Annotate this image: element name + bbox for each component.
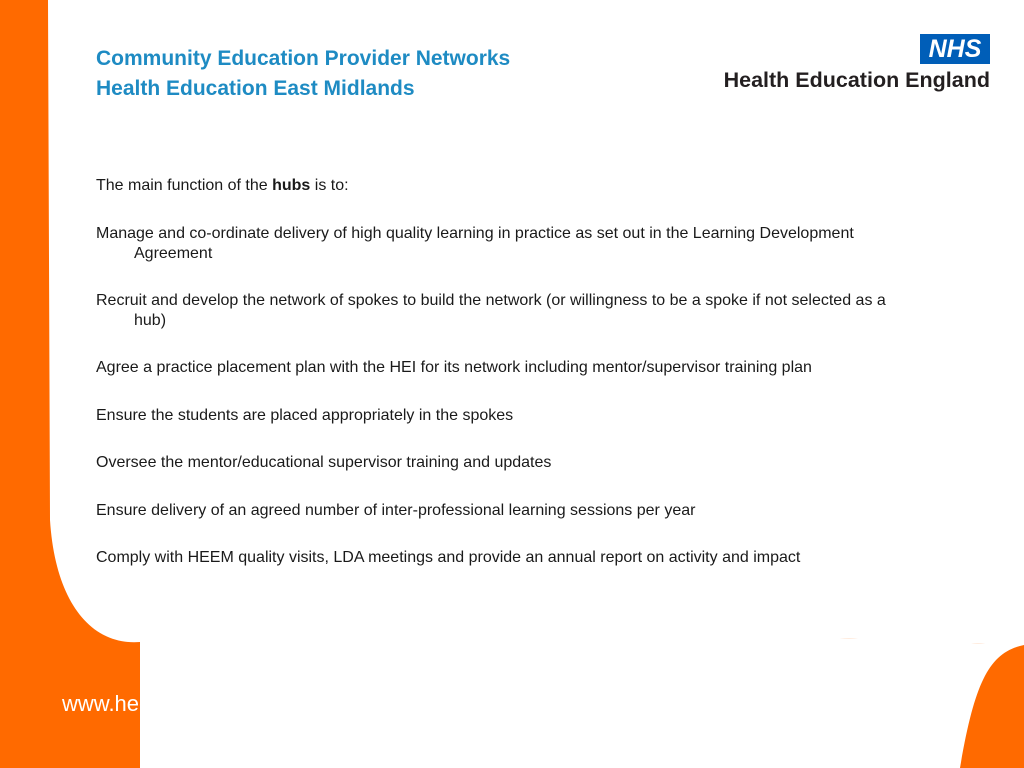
nhs-logo-badge: NHS	[920, 34, 990, 64]
list-item: Ensure delivery of an agreed number of inter-professional learning sessions per year	[96, 501, 696, 519]
intro-text	[96, 176, 896, 196]
intro-before: The main function of the	[96, 177, 273, 194]
list-item: Comply with HEEM quality visits, LDA meetings and provide an annual report on activity and impact	[96, 549, 801, 566]
nhs-hee-logo	[708, 34, 990, 96]
logo-org-name: Health Education England	[723, 68, 990, 92]
intro-after: is to:	[310, 177, 349, 194]
slide-body	[96, 176, 896, 596]
list-item: Recruit and develop the network of spokes to build the network (or willingness to be a spoke if not selected as a hub)	[96, 292, 886, 329]
list-item: Ensure the students are placed appropriately in the spokes	[96, 406, 514, 424]
title-line-2: Health Education East Midlands	[96, 77, 415, 100]
list-item: Agree a practice placement plan with the HEI for its network including mentor/supervisor training plan	[96, 359, 812, 376]
intro-emphasis: hubs	[272, 177, 311, 194]
footer-url[interactable]: www.hee.nhs.uk	[62, 691, 223, 716]
title-line-1: Community Education Provider Networks	[96, 47, 511, 70]
list-item: Manage and co-ordinate delivery of high quality learning in practice as set out in the Learning Development Agreement	[96, 225, 854, 262]
function-list	[96, 224, 896, 568]
slide-title	[96, 44, 510, 104]
list-item: Oversee the mentor/educational supervisor training and updates	[96, 454, 552, 471]
